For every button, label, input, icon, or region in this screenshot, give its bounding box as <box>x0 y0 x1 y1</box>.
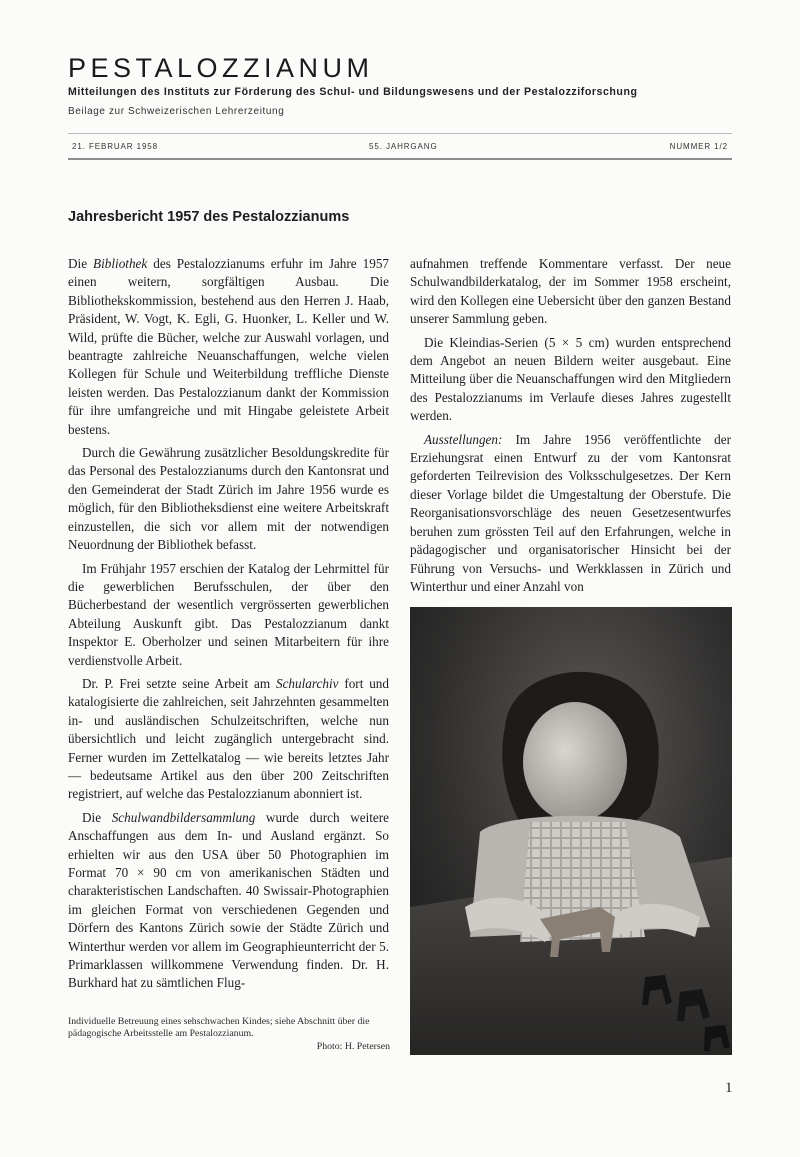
child-face <box>523 702 627 822</box>
paragraph-flugaufnahmen: aufnahmen treffende Kommentare verfasst. Der neue Schulwandbilderkatalog, der im Sommer 1958 erscheint, wird den Kollegen eine Uebersicht über den ganzen Bestand unserer Sammlung geben. <box>410 256 731 327</box>
paragraph-schularchiv: Dr. P. Frei setzte seine Arbeit am Schularchiv fort und katalogisierte die zahlreichen, seit Jahrzehnten gesammelten in- und ausländischen Schulzeitschriften, welche nun übersichtlich und leicht zugänglich untergebracht sind. Ferner wurden im Zettelkatalog — wie bereits letztes Jahr — bedeutsame Artikel aus den über 200 Zeitschriften registriert, auf welche das Pestalozzianum abonniert ist. <box>68 675 389 802</box>
emphasis-bibliothek: Bibliothek <box>93 256 148 271</box>
paragraph-kleindias: Die Kleindias-Serien (5 × 5 cm) wurden entsprechend dem Angebot an neuen Bildern weiter ausgebaut. Eine Mitteilung über die Neuanschaffungen wird den Mitgliedern des Pestalozzianums im Verlaufe dieses Jahres zugestellt werden. <box>410 334 731 424</box>
paragraph-ausstellungen: Ausstellungen: Im Jahre 1956 veröffentlichte der Erziehungsrat einen Entwurf zu der vom Kantonsrat geforderten Teilrevision des Volksschulgesetzes. Der Kern dieser Vorlage bildet die Umgestaltung der Oberstufe. Die Reorganisationsvorschläge des neuen Gesetzesentwurfes beruhen zum grössten Teil auf den Erfahrungen, welche in pädagogischer und organisatorischer Hinsicht bei der Führung von Versuchs- und Werkklassen in Zürich und Winterthur und einer Anzahl von <box>410 431 731 594</box>
dateline <box>68 133 732 160</box>
masthead-supplement: Beilage zur Schweizerischen Lehrerzeitung <box>68 106 285 117</box>
issue-number: NUMMER 1/2 <box>669 142 728 151</box>
caption-text: Individuelle Betreuung eines sehschwachen Kindes; siehe Abschnitt über die pädagogische Arbeitsstelle am Pestalozzianum. <box>68 1016 370 1040</box>
photo-credit: Photo: H. Petersen <box>316 1040 390 1052</box>
paragraph-besoldung: Durch die Gewährung zusätzlicher Besoldungskredite für das Personal des Pestalozzianums durch den Kantonsrat und den Gemeinderat der Stadt Zürich im Jahre 1956 wurde es möglich, für den Bibliotheksdienst eine weitere Arbeitskraft einzustellen, die sich vor allem mit der notwendigen Neuordnung der Bibliothek befasst. <box>68 445 389 553</box>
issue-date: 21. FEBRUAR 1958 <box>72 142 158 151</box>
issue-volume: 55. JAHRGANG <box>369 142 438 151</box>
masthead-subtitle: Mitteilungen des Instituts zur Förderung des Schul- und Bildungswesens und der Pestalozziforschung <box>68 86 638 98</box>
article-title: Jahresbericht 1957 des Pestalozzianums <box>68 209 350 225</box>
emphasis-schularchiv: Schularchiv <box>275 675 339 691</box>
article-column-right <box>410 255 731 601</box>
paragraph-schulwandbilder: Die Schulwandbildersammlung wurde durch weitere Anschaffungen aus dem In- und Ausland ergänzt. So erhielten wir aus den USA über 50 Photographien im Format 70 × 90 cm von amerikanischen Städten und charakteristischen Landschaften. 40 Swissair-Photographien im gleichen Format von verschiedenen Gegenden und Dörfern des Kantons Zürich sowie der Städte Zürich und Winterthur werden vor allem im Geographieunterricht der 5. Primarklassen willkommene Verwendung finden. Dr. H. Burkhard hat zu sämtlichen Flug- <box>68 809 389 991</box>
photo-caption <box>68 1016 390 1053</box>
photo-illustration <box>410 607 732 1055</box>
dateline-rule <box>68 158 732 160</box>
masthead <box>68 52 734 117</box>
paragraph-katalog: Im Frühjahr 1957 erschien der Katalog der Lehrmittel für die gewerblichen Berufsschulen, der über den Bücherbestand der wesentlich vergrösserten gewerblichen Abteilung Auskunft gibt. Das Pestalozzianum dankt Inspektor E. Oberholzer und seinen Mitarbeitern für ihre verdienstvolle Arbeit. <box>68 560 389 668</box>
photo-child-with-toys <box>410 607 732 1055</box>
article-column-left <box>68 255 389 998</box>
emphasis-schulwandbilder: Schulwandbildersammlung <box>111 809 256 825</box>
page-number: 1 <box>725 1080 733 1096</box>
emphasis-ausstellungen: Ausstellungen: <box>424 431 503 447</box>
masthead-title: PESTALOZZIANUM <box>68 53 374 83</box>
paragraph-bibliothek: Die Bibliothek des Pestalozzianums erfuhr im Jahre 1957 einen weitern, sorgfältigen Ausbau. Die Bibliothekskommission, bestehend aus den Herren J. Haab, Präsident, W. Vogt, K. Egli, G. Huonker, L. Keller und W. Wild, prüfte die Bücher, welche zur Auswahl vorlagen, und beantragte zahlreiche Neuanschaffungen, welche vielen Kollegen für Schule und Weiterbildung treffliche Dienste leisten werden. Das Pestalozzianum dankt der Kommission für ihre umfangreiche und mit Hingabe geleistete Arbeit bestens. <box>68 256 390 437</box>
